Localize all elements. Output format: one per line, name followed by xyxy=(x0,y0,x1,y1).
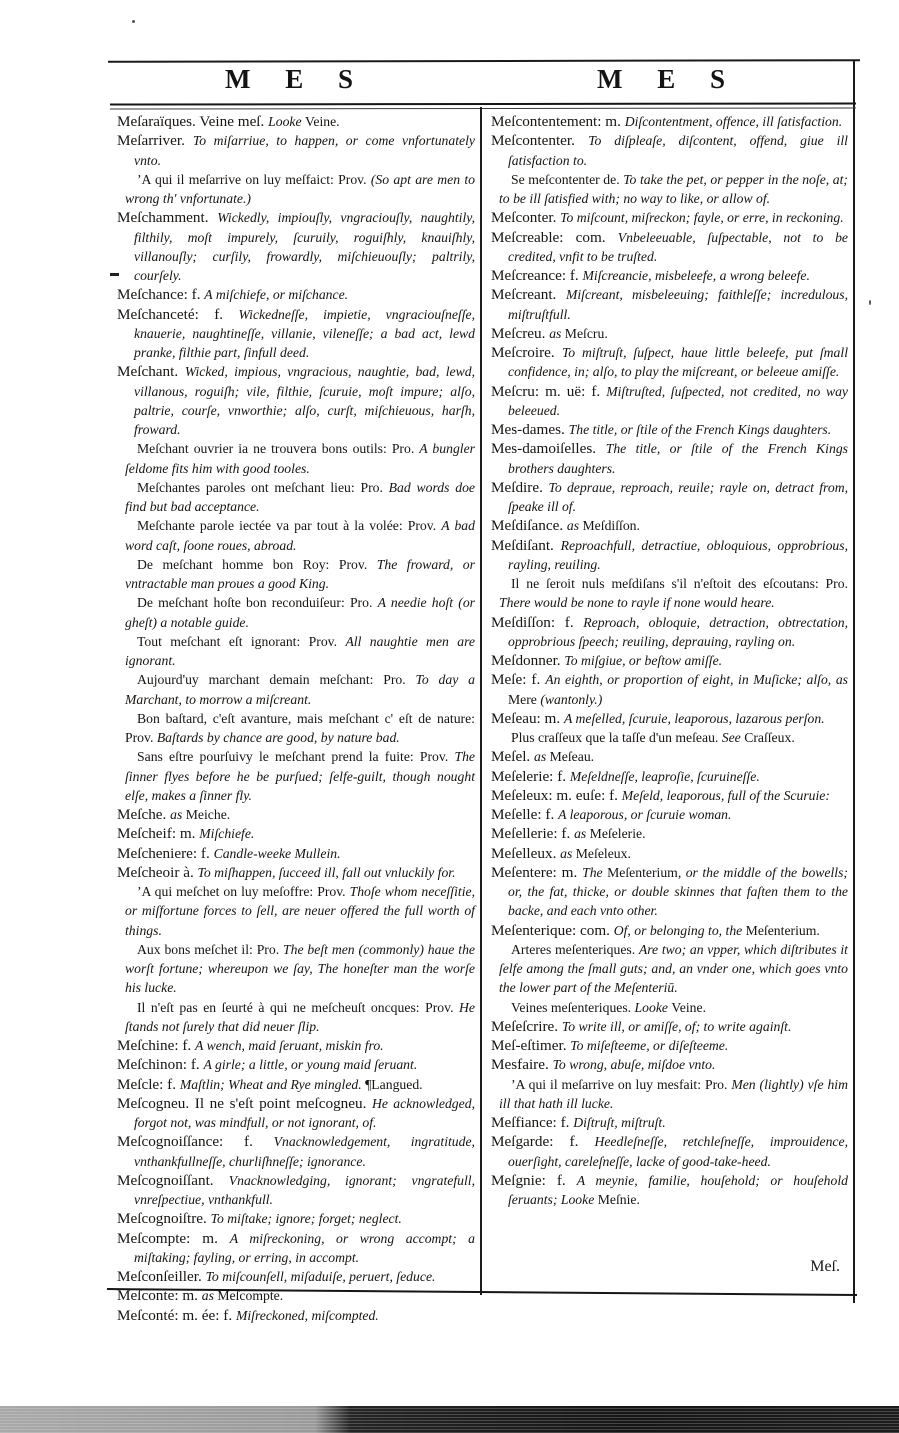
gloss-text: Maſtlin; Wheat and Rye mingled. xyxy=(179,1076,366,1092)
proverb-sub-entry xyxy=(117,170,475,209)
headword-text: Meſellerie: f. xyxy=(491,825,575,843)
dictionary-entry xyxy=(117,131,475,170)
gloss-text: A meynie, familie, houſehold; or houſehold ſeruants; Looke xyxy=(508,1172,849,1207)
headword-text: Meſel. xyxy=(491,748,535,766)
gloss-text: See xyxy=(721,730,745,745)
headword-text: Meſcogneu. Il ne s'eſt point meſcogneu. xyxy=(117,1094,373,1112)
dictionary-entry xyxy=(491,285,848,324)
gloss-text: as xyxy=(549,325,565,341)
gloss-text: Diſcontentment, offence, ill ſatisfaction. xyxy=(624,114,843,129)
headword-text: ¶Langued. xyxy=(365,1076,423,1092)
headword-text: Meſe: f. xyxy=(491,671,546,689)
headword-text: Meſcognoiſſant. xyxy=(117,1171,229,1189)
headword-text: Meſeſcrire. xyxy=(491,1017,562,1035)
gloss-text: Reproachfull, detractiue, obloquious, opprobrious, rayling, reuiling. xyxy=(508,537,849,572)
dictionary-entry xyxy=(117,1229,475,1268)
headword-text: Meſcru: m. uë: f. xyxy=(491,382,607,400)
headword-text: Meſcreable: com. xyxy=(491,228,618,246)
gloss-text: Miſtruſted, ſuſpected, not credited, no way beleeued. xyxy=(508,383,848,418)
proverb-sub-entry xyxy=(491,998,848,1017)
gloss-text: Miſreckoned, miſcompted. xyxy=(235,1307,379,1323)
dictionary-entry xyxy=(491,228,848,267)
proverb-sub-entry xyxy=(117,747,475,805)
gloss-text: A bad word caſt, ſoone roues, abroad. xyxy=(125,518,475,553)
right-column xyxy=(491,112,848,1292)
proverb-sub-entry xyxy=(491,170,848,209)
gloss-text: Heedleſneſſe, retchleſneſſe, improuidence, ouerſight, careleſneſſe, lacke of good-take-heed. xyxy=(508,1134,848,1169)
dictionary-entry xyxy=(491,921,848,940)
dictionary-entry xyxy=(491,536,848,575)
dictionary-entry xyxy=(117,1132,475,1171)
scan-speck xyxy=(869,300,871,305)
dictionary-entry xyxy=(491,844,848,863)
dictionary-entry xyxy=(117,1267,475,1286)
headword-text: Meſcheif: m. xyxy=(117,825,200,843)
headword-text: Meſenterique: com. xyxy=(491,921,614,939)
gloss-text: A miſreckoning, or wrong accompt; a miſtaking; fayling, or erring, in accompt. xyxy=(134,1230,476,1265)
proverb-sub-entry xyxy=(117,593,475,632)
dictionary-entry xyxy=(117,1306,475,1325)
headword-text: Meſchinon: f. xyxy=(117,1056,204,1074)
headword-text: Meſelle: f. xyxy=(491,806,559,823)
headword-text: Meſche. xyxy=(117,806,171,823)
dictionary-entry xyxy=(117,1094,475,1133)
headword-text: Meſelerie: f. xyxy=(491,767,570,785)
headword-text: Meſeleux. xyxy=(575,845,631,861)
headword-text: Meſcheniere: f. xyxy=(117,844,214,862)
gloss-text: Vnbeleeuable, ſuſpectable, not to be credited, vnfit to be truſted. xyxy=(508,229,848,264)
gloss-text: Wickedly, impiouſly, vngraciouſly, naughtily, filthily, moſt impurely, ſcuruily, roguiſhly, knauiſhly, villanouſly; curſily, frowardly, miſchieuouſly; paltrily, courſely. xyxy=(134,210,475,283)
gloss-text: as xyxy=(534,749,550,765)
gloss-text: Vnacknowledging, ignorant; vngratefull, vnreſpectiue, vnthankfull. xyxy=(134,1172,475,1207)
headword-text: Meſdonner. xyxy=(491,652,565,669)
headword-text: Meſeleux: m. euſe: f. xyxy=(491,786,622,804)
gloss-text: To miſtruſt, ſuſpect, haue little beleefe, put ſmall confidence, in; alſo, to play the miſcreant, or beleeue amiſſe. xyxy=(508,345,848,380)
dictionary-entry xyxy=(491,709,848,728)
gloss-text: Candle-weeke Mullein. xyxy=(213,845,341,861)
gloss-text: To miſcount, miſreckon; fayle, or erre, in reckoning. xyxy=(560,210,844,226)
gloss-text: Diſtruſt, miſtruſt. xyxy=(573,1115,666,1130)
headword-text: Meſeau. xyxy=(549,749,595,765)
headword-text: Meſcognoiſtre. xyxy=(117,1210,211,1228)
gloss-text: All naughtie men are ignorant. xyxy=(125,633,475,668)
gloss-text: To depraue, reproach, reuile; rayle on, detract from, ſpeake ill of. xyxy=(508,479,849,514)
gloss-text: Meſeld, leaporous, full of the Scuruie: xyxy=(621,787,830,803)
headword-text: Meſchanceté: f. xyxy=(117,305,239,323)
headword-text: Bon baſtard, c'eſt avanture, mais meſchant c' eſt de nature: Prov. xyxy=(125,710,475,745)
gloss-text: Looke xyxy=(268,114,305,129)
headword-text: De meſchant hoſte bon reconduiſeur: Pro. xyxy=(137,595,378,611)
dictionary-entry xyxy=(117,1209,475,1228)
headword-text: Veine. xyxy=(305,114,340,129)
headword-text: Mes-dames. xyxy=(491,421,569,438)
headword-text: Plus craſſeux que la taſſe d'un meſeau. xyxy=(511,730,722,745)
gloss-text: (So apt are men to wrong th' vnfortunate.) xyxy=(125,171,475,206)
dictionary-entry xyxy=(117,208,475,285)
gloss-text: To miſhappen, ſucceed ill, fall out vnluckily for. xyxy=(197,864,456,880)
gloss-text: He acknowledged, forgot not, was mindfull, or not ignorant, of. xyxy=(134,1095,475,1130)
headword-text: Meſdiſant. xyxy=(491,536,561,554)
header-rule xyxy=(110,102,856,109)
dictionary-entry xyxy=(117,362,475,439)
gloss-text: The xyxy=(582,864,608,880)
headword-text: Meſchant ouvrier ia ne trouvera bons outils: Pro. xyxy=(137,441,420,457)
gloss-text: , or the middle of the bowells; or, the fat, thicke, or double skinnes that faſten them to the backe, and each vnto other. xyxy=(508,864,848,919)
gloss-text: as xyxy=(560,845,576,861)
gloss-text: Miſcreant, misbeleeuing; faithleſſe; incredulous, miſtruſtfull. xyxy=(508,287,849,322)
gloss-text: To write ill, or amiſſe, of; to write againſt. xyxy=(561,1018,792,1034)
headword-text: Meſchance: f. xyxy=(117,286,205,304)
gloss-text: Baſtards by chance are good, by nature bad. xyxy=(156,730,400,745)
gloss-text: Miſchiefe. xyxy=(199,826,255,842)
dictionary-entry xyxy=(491,1171,848,1210)
dictionary-entry xyxy=(117,1055,475,1074)
dictionary-entry xyxy=(117,305,475,363)
dictionary-entry xyxy=(117,844,475,863)
gloss-text: Reproach, obloquie, detraction, obtrectation, opprobrious ſpeech; reuiling, deprauing, rayling on. xyxy=(508,614,849,649)
gloss-text: To day a Marchant, to morrow a miſcreant. xyxy=(125,672,475,707)
headword-text: Meſconté: m. ée: f. xyxy=(117,1306,236,1324)
dictionary-entry xyxy=(491,670,848,709)
running-head-right: M E S xyxy=(596,64,739,94)
headword-text: Tout meſchant eſt ignorant: Prov. xyxy=(137,633,346,649)
gloss-text: A needie hoſt (or gheſt) a notable guide. xyxy=(125,595,475,630)
headword-text: Meſconter. xyxy=(491,209,561,227)
headword-text: Meſaraïques. Veine meſ. xyxy=(117,113,269,130)
proverb-sub-entry xyxy=(117,478,475,517)
scan-edge-band xyxy=(0,1406,899,1433)
dictionary-entry xyxy=(491,747,848,766)
gloss-text: The title, or ſtile of the French Kings daughters. xyxy=(568,422,832,437)
gloss-text: as xyxy=(201,1288,218,1304)
headword-text: Meſcognoiſſance: f. xyxy=(117,1133,274,1151)
gloss-text: To wrong, abuſe, miſdoe vnto. xyxy=(552,1057,716,1073)
headword-text: ʼA qui meſchet on luy meſoffre: Prov. xyxy=(137,884,350,899)
gloss-text: He ſtands not ſurely that did neuer ſlip. xyxy=(125,999,475,1034)
dictionary-entry xyxy=(491,824,848,843)
headword-text: Meſdiſance. xyxy=(491,517,567,535)
gloss-text: The title, or ſtile of the French Kings brothers daughters. xyxy=(508,441,848,476)
dictionary-entry xyxy=(491,382,848,421)
headword-text: Veine. xyxy=(671,999,706,1015)
dictionary-entry xyxy=(117,285,475,304)
gloss-text: The beſt men (commonly) haue the worſt fortune; whereupon we ſay, The honeſter man the worſe his lucke. xyxy=(125,941,475,996)
headword-text: Meſenterium. xyxy=(745,922,820,938)
gloss-text: To miſgiue, or beſtow amiſſe. xyxy=(564,653,723,668)
gloss-text: To miſcounſell, miſaduiſe, peruert, ſeduce. xyxy=(205,1269,436,1284)
gloss-text: A girle; a little, or young maid ſeruant. xyxy=(203,1057,418,1073)
proverb-sub-entry xyxy=(491,940,848,998)
headword-text: Meſgarde: f. xyxy=(491,1133,595,1151)
proverb-sub-entry xyxy=(117,555,475,594)
gloss-text: A wench, maid ſeruant, miskin fro. xyxy=(195,1038,384,1053)
gloss-text: Wicked, impious, vngracious, naughtie, bad, lewd, villanous, roguiſh; vile, filthie, ſcuruie, moſt impure; alſo, paltrie, courſe, vnworthie; alſo, curſt, miſchieuous, harſh, froward. xyxy=(134,364,475,437)
headword-text: Meſcru. xyxy=(564,325,608,341)
dictionary-entry xyxy=(491,420,848,439)
headword-text: ʼA qui il meſarrive on luy meſfaict: Prov. xyxy=(137,171,371,187)
gloss-text: The ſinner flyes before he be purſued; ſelfe-guilt, though nought elſe, makes a ſinner fly. xyxy=(125,749,475,803)
headword-text: ʼA qui il meſarrive on luy mesfait: Pro. xyxy=(511,1076,732,1092)
proverb-sub-entry xyxy=(491,1075,848,1114)
proverb-sub-entry xyxy=(117,670,475,709)
column-divider xyxy=(480,107,482,1295)
headword-text: Meſcompte: m. xyxy=(117,1229,230,1247)
headword-text: Meſchant. xyxy=(117,363,185,381)
gloss-text: Looke xyxy=(634,999,672,1015)
dictionary-entry xyxy=(491,613,848,652)
gloss-text: A meſelled, ſcuruie, leaporous, lazarous perſon. xyxy=(563,710,825,726)
page-border-right xyxy=(853,61,855,1303)
headword-text: Mes-damoiſelles. xyxy=(491,440,606,458)
gloss-text: To miſarriue, to happen, or come vnfortunately vnto. xyxy=(134,133,475,168)
dictionary-entry xyxy=(491,863,848,921)
dictionary-entry xyxy=(117,1075,475,1094)
gloss-text: Meſeldneſſe, leaproſie, ſcuruineſſe. xyxy=(569,768,760,784)
gloss-text: Are two; an vpper, which diſtributes it ſelfe among the ſmall guts; and, an vnder one, which goes vnto the lower part of the Meſenteriū. xyxy=(499,941,848,996)
gloss-text: To diſpleaſe, diſcontent, offend, giue ill ſatisfaction to. xyxy=(508,133,848,168)
headword-text: Meſfiance: f. xyxy=(491,1114,574,1131)
headword-text: Arteres meſenteriques. xyxy=(511,941,639,957)
proverb-sub-entry xyxy=(491,728,848,747)
headword-text: Meſcreant. xyxy=(491,286,566,304)
gloss-text: Miſcreancie, misbeleefe, a wrong beleefe. xyxy=(582,268,810,283)
dictionary-entry xyxy=(491,516,848,535)
gloss-text: as xyxy=(170,807,186,822)
gloss-text: Men (lightly) vſe him ill that hath ill lucke. xyxy=(499,1076,848,1111)
headword-text: Meſconte: m. xyxy=(117,1287,202,1305)
proverb-sub-entry xyxy=(491,574,848,613)
headword-text: Meſenterium xyxy=(607,864,678,880)
dictionary-entry xyxy=(491,1113,848,1132)
headword-text: Meſentere: m. xyxy=(491,863,583,881)
dictionary-entry xyxy=(491,786,848,805)
headword-text: Meſdire. xyxy=(491,478,549,496)
gloss-text: A leaporous, or ſcuruie woman. xyxy=(558,807,732,822)
left-column xyxy=(117,112,476,1324)
headword-text: Meſcroire. xyxy=(491,344,562,361)
headword-text: Mesfaire. xyxy=(491,1056,553,1074)
dictionary-entry xyxy=(491,324,848,343)
proverb-sub-entry xyxy=(117,940,475,998)
dictionary-entry xyxy=(491,439,848,478)
dictionary-entry xyxy=(491,805,848,824)
dictionary-entry xyxy=(117,112,475,131)
catchword: Meſ. xyxy=(810,1258,840,1275)
gloss-text: as xyxy=(566,518,583,534)
headword-text: Meſcontentement: m. xyxy=(491,113,625,130)
gloss-text: To take the pet, or pepper in the noſe, at; to be ill ſatisfied with; no way to like, or allow of. xyxy=(499,171,848,206)
dictionary-entry xyxy=(491,1055,848,1074)
gloss-text: as xyxy=(574,826,590,842)
dictionary-entry xyxy=(117,824,475,843)
dictionary-entry xyxy=(491,343,848,382)
gloss-text: Vnacknowledgement, ingratitude, vnthankfullneſſe, churliſhneſſe; ignorance. xyxy=(134,1134,475,1169)
headword-text: Meiche. xyxy=(185,807,231,822)
dictionary-entry xyxy=(491,767,848,786)
headword-text: Meſgnie: f. xyxy=(491,1171,577,1189)
headword-text: Meſchine: f. xyxy=(117,1037,196,1054)
scan-speck xyxy=(132,20,135,23)
headword-text: Meſnie. xyxy=(597,1192,640,1207)
headword-text: Meſ-eſtimer. xyxy=(491,1037,571,1054)
proverb-sub-entry xyxy=(117,516,475,555)
gloss-text: A bungler ſeldome fits him with good tooles. xyxy=(125,441,475,476)
headword-text: Meſeau: m. xyxy=(491,709,564,727)
dictionary-entry xyxy=(491,1017,848,1036)
dictionary-entry xyxy=(117,1171,475,1210)
headword-text: Craſſeux. xyxy=(744,730,795,745)
proverb-sub-entry xyxy=(117,439,475,478)
gloss-text: A miſchiefe, or miſchance. xyxy=(204,287,349,303)
headword-text: Meſcheoir à. xyxy=(117,863,198,881)
dictionary-entry xyxy=(491,131,848,170)
proverb-sub-entry xyxy=(117,632,475,671)
headword-text: Mere xyxy=(508,691,541,707)
headword-text: Il ne ſeroit nuls meſdiſans s'il n'eſtoit des eſcoutans: Pro. xyxy=(511,576,848,591)
proverb-sub-entry xyxy=(117,998,475,1037)
gloss-text: The froward, or vntractable man proues a good King. xyxy=(125,556,475,591)
headword-text: Meſchante parole iectée va par tout à la volée: Prov. xyxy=(137,518,442,534)
gloss-text: To miſtake; ignore; forget; neglect. xyxy=(210,1211,402,1227)
gloss-text: There would be none to rayle if none would heare. xyxy=(499,595,775,611)
dictionary-entry xyxy=(117,863,475,882)
headword-text: Meſarriver. xyxy=(117,132,193,150)
headword-text: Meſdiſſon: f. xyxy=(491,613,584,631)
headword-text: Meſcreance: f. xyxy=(491,267,583,284)
headword-text: Meſconſeiller. xyxy=(117,1268,206,1285)
headword-text: Meſchamment. xyxy=(117,209,218,227)
dictionary-entry xyxy=(491,478,848,517)
headword-text: Meſcontenter. xyxy=(491,132,589,150)
headword-text: Meſchantes paroles ont meſchant lieu: Pro. xyxy=(137,479,389,495)
headword-text: Meſdiſſon. xyxy=(582,518,640,534)
dictionary-entry xyxy=(491,266,848,285)
dictionary-entry xyxy=(117,1036,475,1055)
headword-text: De meſchant homme bon Roy: Prov. xyxy=(137,556,377,572)
gloss-text: Thoſe whom neceſſitie, or miſfortune forces to ſell, are neuer offered the full worth of things. xyxy=(125,884,475,938)
headword-text: Il n'eſt pas en ſeurté à qui ne meſcheuſt oncques: Prov. xyxy=(137,999,460,1015)
headword-text: Aux bons meſchet il: Pro. xyxy=(137,941,284,957)
page-border-top xyxy=(108,59,860,63)
dictionary-entry xyxy=(117,805,475,824)
headword-text: Sans eſtre pourſuivy le meſchant prend la fuite: Prov. xyxy=(137,749,455,765)
headword-text: Meſcle: f. xyxy=(117,1075,180,1093)
gloss-text: To miſeſteeme, or diſeſteeme. xyxy=(570,1038,729,1053)
headword-text: Aujourd'uy marchant demain meſchant: Pro. xyxy=(137,672,416,688)
headword-text: Meſelerie. xyxy=(589,826,646,842)
headword-text: Meſcompte. xyxy=(217,1288,284,1304)
headword-text: Meſelleux. xyxy=(491,844,561,862)
dictionary-entry xyxy=(491,208,848,227)
gloss-text: An eighth, or proportion of eight, in Muſicke; alſo, as xyxy=(545,672,848,688)
running-head-left: M E S xyxy=(224,64,367,94)
headword-text: Meſcreu. xyxy=(491,324,550,342)
gloss-text: Wickedneſſe, impietie, vngraciouſneſſe, knauerie, naughtineſſe, villanie, vileneſſe; a bad act, lewd pranke, filthie part, ſinfull deed. xyxy=(134,306,475,360)
headword-text: Se meſcontenter de. xyxy=(511,171,624,187)
dictionary-entry xyxy=(491,1036,848,1055)
gloss-text: Of, or belonging to, the xyxy=(613,922,746,938)
dictionary-entry xyxy=(491,651,848,670)
gloss-text: Bad words doe find but bad acceptance. xyxy=(125,479,475,514)
gloss-text: (wantonly.) xyxy=(540,691,603,707)
proverb-sub-entry xyxy=(117,709,475,748)
headword-text: Veines meſenteriques. xyxy=(511,999,635,1015)
proverb-sub-entry xyxy=(117,882,475,940)
dictionary-entry xyxy=(491,1132,848,1171)
dictionary-entry xyxy=(491,112,848,131)
